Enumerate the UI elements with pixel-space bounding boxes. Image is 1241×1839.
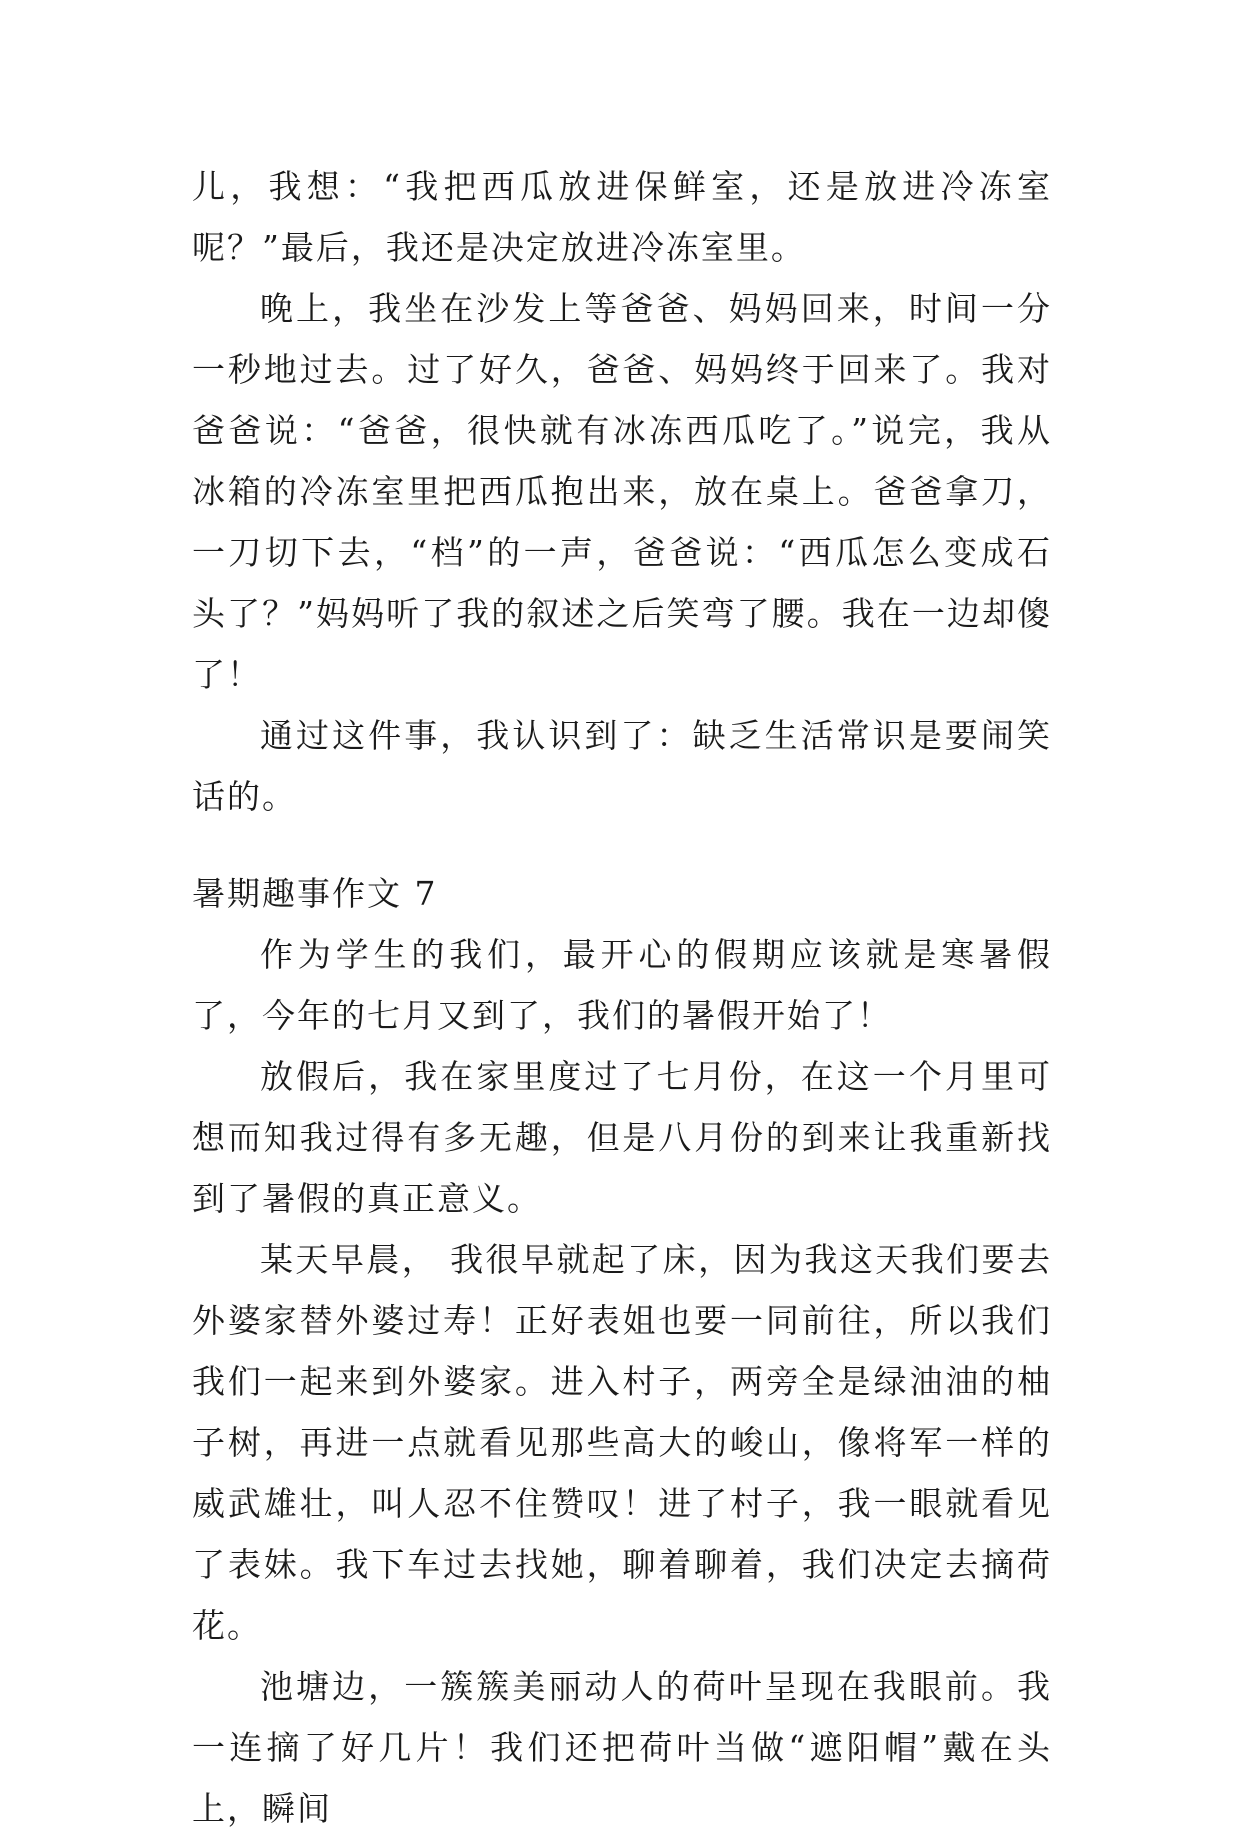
section-heading: 暑期趣事作文 7 [192, 874, 438, 913]
paragraph-1: 儿，我想：“我把西瓜放进保鲜室，还是放进冷冻室呢？”最后，我还是决定放进冷冻室里。 [192, 167, 1052, 267]
paragraph-6: 某天早晨， 我很早就起了床，因为我这天我们要去外婆家替外婆过寿！正好表姐也要一同前往，所以我们我们一起来到外婆家。进入村子，两旁全是绿油油的柚子树，再进一点就看见那些高大的峻山，像将军一样的威武雄壮，叫人忍不住赞叹！进了村子，我一眼就看见了表妹。我下车过去找她，聊着聊着，我们决定去摘荷花。 [192, 1240, 1052, 1645]
paragraph-7: 池塘边，一簇簇美丽动人的荷叶呈现在我眼前。我一连摘了好几片！我们还把荷叶当做“遮阳帽”戴在头上，瞬间 [192, 1667, 1052, 1828]
paragraph-2: 晚上，我坐在沙发上等爸爸、妈妈回来，时间一分一秒地过去。过了好久，爸爸、妈妈终于回来了。我对爸爸说：“爸爸，很快就有冰冻西瓜吃了。”说完，我从冰箱的冷冻室里把西瓜抱出来，放在桌上。爸爸拿刀，一刀切下去，“档”的一声，爸爸说：“西瓜怎么变成石头了？”妈妈听了我的叙述之后笑弯了腰。我在一边却傻了！ [192, 289, 1052, 694]
paragraph-5: 放假后，我在家里度过了七月份，在这一个月里可想而知我过得有多无趣，但是八月份的到来让我重新找到了暑假的真正意义。 [192, 1057, 1052, 1218]
paragraph-3: 通过这件事，我认识到了：缺乏生活常识是要闹笑话的。 [192, 716, 1052, 816]
paragraph-4: 作为学生的我们，最开心的假期应该就是寒暑假了，今年的七月又到了，我们的暑假开始了！ [192, 935, 1052, 1035]
document-body [192, 156, 1052, 1839]
